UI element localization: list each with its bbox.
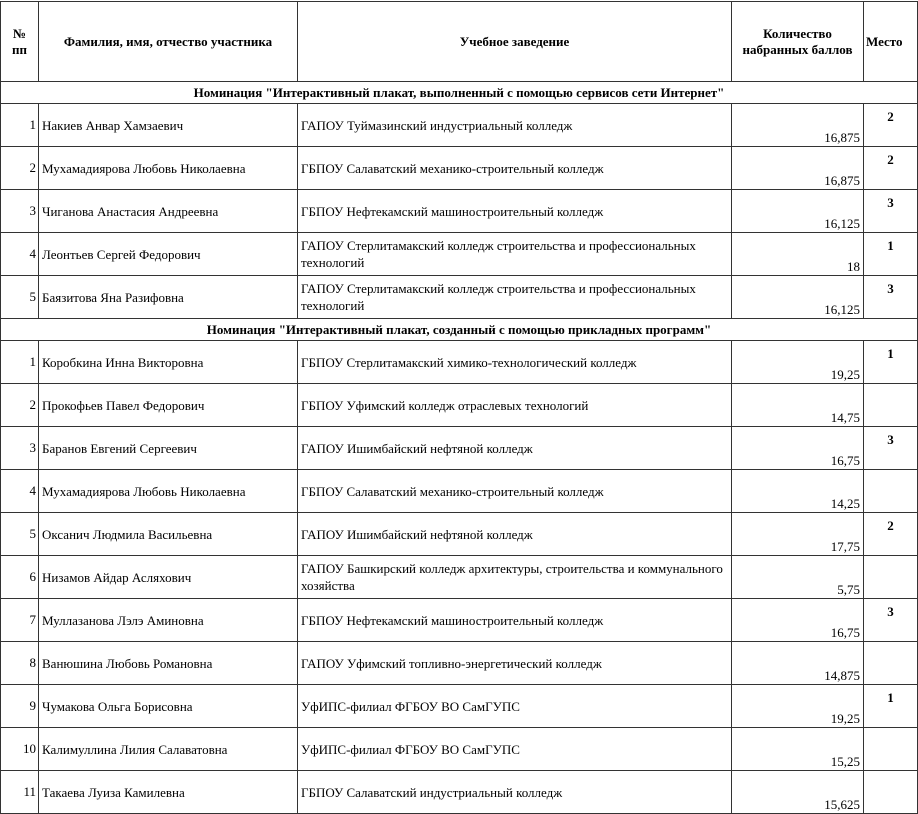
institution: ГБПОУ Стерлитамакский химико-технологический колледж [298, 341, 732, 384]
table-row [1, 147, 918, 190]
header-num: № пп [1, 2, 39, 82]
table-row [1, 341, 918, 384]
nomination-title: Номинация "Интерактивный плакат, выполненный с помощью сервисов сети Интернет" [1, 82, 918, 104]
score: 16,125 [732, 276, 864, 319]
nomination-row [1, 82, 918, 104]
score: 16,75 [732, 599, 864, 642]
institution: ГАПОУ Стерлитамакский колледж строительства и профессиональных технологий [298, 276, 732, 319]
score: 15,625 [732, 771, 864, 814]
row-number: 10 [1, 728, 39, 771]
participant-name: Коробкина Инна Викторовна [39, 341, 298, 384]
place: 3 [864, 427, 918, 470]
participant-name: Низамов Айдар Асляхович [39, 556, 298, 599]
header-name: Фамилия, имя, отчество участника [39, 2, 298, 82]
row-number: 7 [1, 599, 39, 642]
nomination-title: Номинация "Интерактивный плакат, созданный с помощью прикладных программ" [1, 319, 918, 341]
table-row [1, 513, 918, 556]
participant-name: Оксанич Людмила Васильевна [39, 513, 298, 556]
score: 5,75 [732, 556, 864, 599]
score: 14,75 [732, 384, 864, 427]
participant-name: Прокофьев Павел Федорович [39, 384, 298, 427]
participant-name: Накиев Анвар Хамзаевич [39, 104, 298, 147]
place: 2 [864, 513, 918, 556]
table-row [1, 384, 918, 427]
row-number: 5 [1, 276, 39, 319]
row-number: 6 [1, 556, 39, 599]
place [864, 470, 918, 513]
header-score: Количество набранных баллов [732, 2, 864, 82]
score: 14,25 [732, 470, 864, 513]
participant-name: Леонтьев Сергей Федорович [39, 233, 298, 276]
score: 19,25 [732, 341, 864, 384]
row-number: 3 [1, 427, 39, 470]
participant-name: Чумакова Ольга Борисовна [39, 685, 298, 728]
place [864, 771, 918, 814]
institution: ГБПОУ Нефтекамский машиностроительный колледж [298, 599, 732, 642]
score: 14,875 [732, 642, 864, 685]
institution: ГАПОУ Башкирский колледж архитектуры, строительства и коммунального хозяйства [298, 556, 732, 599]
place: 3 [864, 190, 918, 233]
score: 15,25 [732, 728, 864, 771]
score: 16,75 [732, 427, 864, 470]
row-number: 5 [1, 513, 39, 556]
table-row [1, 427, 918, 470]
score: 17,75 [732, 513, 864, 556]
participant-name: Баранов Евгений Сергеевич [39, 427, 298, 470]
institution: ГБПОУ Уфимский колледж отраслевых технологий [298, 384, 732, 427]
table-row [1, 104, 918, 147]
institution: ГАПОУ Ишимбайский нефтяной колледж [298, 427, 732, 470]
participant-name: Такаева Луиза Камилевна [39, 771, 298, 814]
score: 16,875 [732, 147, 864, 190]
header-row [1, 2, 918, 82]
place [864, 384, 918, 427]
table-row [1, 599, 918, 642]
participant-name: Баязитова Яна Разифовна [39, 276, 298, 319]
institution: ГБПОУ Салаватский механико-строительный колледж [298, 147, 732, 190]
place: 3 [864, 599, 918, 642]
row-number: 3 [1, 190, 39, 233]
header-school: Учебное заведение [298, 2, 732, 82]
table-row [1, 642, 918, 685]
row-number: 1 [1, 104, 39, 147]
institution: ГБПОУ Салаватский механико-строительный колледж [298, 470, 732, 513]
participant-name: Мухамадиярова Любовь Николаевна [39, 147, 298, 190]
row-number: 4 [1, 233, 39, 276]
results-table [0, 1, 918, 814]
participant-name: Калимуллина Лилия Салаватовна [39, 728, 298, 771]
place [864, 556, 918, 599]
table-row [1, 685, 918, 728]
participant-name: Чиганова Анастасия Андреевна [39, 190, 298, 233]
institution: ГАПОУ Туймазинский индустриальный колледж [298, 104, 732, 147]
score: 16,875 [732, 104, 864, 147]
table-row [1, 190, 918, 233]
row-number: 11 [1, 771, 39, 814]
participant-name: Муллазанова Лэлэ Аминовна [39, 599, 298, 642]
place: 2 [864, 104, 918, 147]
table-row [1, 556, 918, 599]
place: 1 [864, 685, 918, 728]
results-table-body [1, 2, 918, 814]
row-number: 9 [1, 685, 39, 728]
institution: УфИПС-филиал ФГБОУ ВО СамГУПС [298, 685, 732, 728]
table-row [1, 728, 918, 771]
nomination-row [1, 319, 918, 341]
institution: ГБПОУ Салаватский индустриальный колледж [298, 771, 732, 814]
row-number: 2 [1, 147, 39, 190]
institution: ГАПОУ Стерлитамакский колледж строительства и профессиональных технологий [298, 233, 732, 276]
table-row [1, 771, 918, 814]
place: 1 [864, 341, 918, 384]
place: 2 [864, 147, 918, 190]
institution: УфИПС-филиал ФГБОУ ВО СамГУПС [298, 728, 732, 771]
score: 19,25 [732, 685, 864, 728]
table-row [1, 233, 918, 276]
participant-name: Мухамадиярова Любовь Николаевна [39, 470, 298, 513]
participant-name: Ванюшина Любовь Романовна [39, 642, 298, 685]
place: 1 [864, 233, 918, 276]
row-number: 8 [1, 642, 39, 685]
place [864, 642, 918, 685]
institution: ГАПОУ Ишимбайский нефтяной колледж [298, 513, 732, 556]
place: 3 [864, 276, 918, 319]
row-number: 4 [1, 470, 39, 513]
table-row [1, 470, 918, 513]
table-row [1, 276, 918, 319]
row-number: 1 [1, 341, 39, 384]
score: 16,125 [732, 190, 864, 233]
score: 18 [732, 233, 864, 276]
institution: ГБПОУ Нефтекамский машиностроительный колледж [298, 190, 732, 233]
place [864, 728, 918, 771]
header-place: Место [864, 2, 918, 82]
institution: ГАПОУ Уфимский топливно-энергетический колледж [298, 642, 732, 685]
row-number: 2 [1, 384, 39, 427]
